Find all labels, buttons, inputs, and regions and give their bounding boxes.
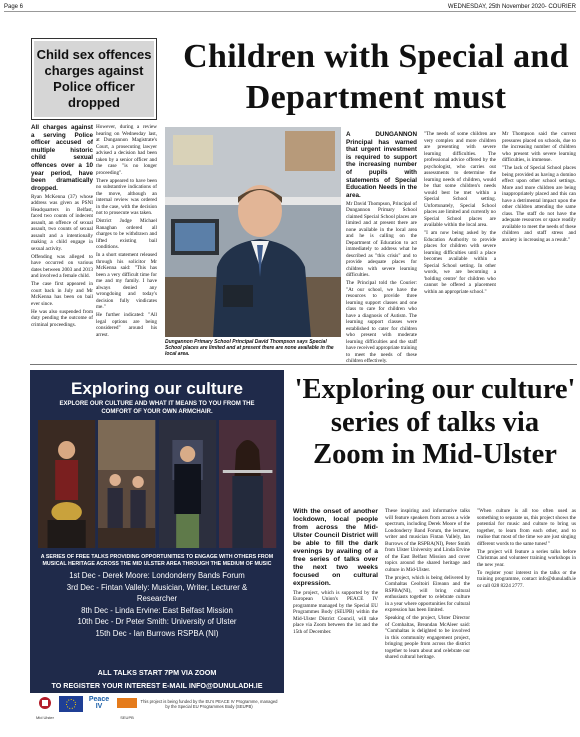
band-illustration: [98, 420, 155, 548]
culture-poster: [30, 370, 284, 722]
story2-paragraph: "The needs of some children are very complex and more children are presenting with severe learning difficulties. The professional advice offered by the psychologist, who carries out assessments to determine the learning needs of children, would be that some children's needs would best be met within a Special School setting. Unfortunately, Special School places are limited and currently no Special School places are available within the local area.: [424, 131, 496, 228]
story3-paragraph: "When culture is all too often used as something to separate us, this project shows the potential for music and culture to bring us together, to learn from each other, and to realise that most of the time we are just singing different words to the same tunes!": [477, 508, 576, 547]
story3-column-3: [477, 508, 576, 730]
poster-title: Exploring our culture: [71, 379, 243, 398]
principal-photo: [165, 127, 341, 337]
poster-funding-note: This project is being funded by the EU's PEACE IV Programme, managed by the Special EU Programmes Body (SEUPB): [140, 699, 278, 710]
story1-headline: Child sex offences charges against Police officer dropped: [34, 41, 154, 117]
story1-paragraph: Ryan McKenna (37) whose address was given as PSNI Headquarters in Belfast, faced two counts of indecent assault, an offence of sexual assault, two counts of sexual assault and a intentionally making a child engage in sexual activity.: [31, 193, 93, 252]
principal-photo-illustration: [165, 127, 341, 337]
poster-event: 15th Dec - Ian Burrows RSPBA (NI): [95, 628, 219, 638]
story3-column-2: [385, 508, 470, 730]
story3-headline: 'Exploring our culture' series of talks via Zoom in Mid-Ulster: [294, 374, 576, 470]
page-number: Page 6: [4, 3, 24, 10]
drummer-illustration: [38, 420, 95, 548]
poster-event: 3rd Dec - Fintan Vallely: Musician, Writer, Lecturer &: [66, 582, 248, 592]
story3-column-1: [293, 508, 378, 730]
poster-event: 1st Dec - Derek Moore: Londonderry Bands Forum: [69, 571, 245, 580]
story3-lead: With the onset of another lockdown, local people from across the Mid-Ulster Council District will be able to fill the dark evenings by availing of a free series of talks over the next two weeks focused on cultural expression.: [293, 508, 378, 587]
story2-lead: A DUNGANNON Principal has warned that urgent investment is required to support the increasing number of pupils with statements of Special Education Needs in the area.: [346, 131, 417, 199]
poster-event: 10th Dec - Dr Peter Smith: University of Ulster: [77, 617, 237, 627]
council-crest-icon: [34, 696, 56, 710]
story3-paragraph: To register your interest in the talks or the training programme, contact info@dunuladh.ie or call 028 8224 2777.: [477, 569, 576, 589]
story2-paragraph: "I am now being asked by the Education Authority to provide places for children with severe learning difficulties until a place becomes available within a Special School setting. In other words, we are becoming a 'holding centre' for children who cannot be offered a placement within an appropriate school.": [424, 230, 496, 295]
peace-label: Peace IV: [88, 696, 110, 710]
poster-register: TO REGISTER YOUR INTEREST E-MAIL INFO@DUNULADH.IE: [51, 681, 263, 690]
poster-event: Researcher: [136, 594, 178, 604]
logo-label: Mid Ulster: [35, 715, 54, 720]
story1-paragraph: There appeared to have been no substantive indications of the move, although an internal review was ordered in the case, with the decision not to prosecute was taken.: [96, 177, 157, 216]
page-header: [4, 2, 576, 12]
story2-column-3: [502, 131, 576, 359]
council-logo-icon: [34, 696, 56, 720]
story1-paragraph: He was also suspended from duty pending the outcome of criminal proceedings.: [31, 308, 93, 328]
story3-paragraph: The project, which is supported by the European Union's PEACE IV programme managed by the Special EU Programmes Body (SEUPB) within the Mid-Ulster District Council, will take place via Zoom between the 1st and the 15th of December.: [293, 589, 378, 635]
story2-paragraph: "The lack of Special School places being provided as having a domino effect upon other school settings. More and more children are being inappropriately placed and this can have a detrimental impact upon the other children attending the same class. The staff do not have the adequate resources or space readily available to meet the needs of these children and staff stress and anxiety is increasing as a result.": [502, 165, 576, 243]
story3-paragraph: These inspiring and informative talks will feature speakers from across a wide spectrum, including Derek Moore of the Londonderry Band Forum, the lecturer, writer and musician Fintan Vallely, Ian Burrows of the RSPBA(NI), Peter Smith from Ulster University and Linda Ervine of the East Belfast Mission and cover topics around the shared heritage and culture in Mid-Ulster.: [385, 508, 470, 573]
poster-all-talks: ALL TALKS START 7PM VIA ZOOM: [97, 668, 217, 677]
story2-headline: Children with Special and Department must: [183, 38, 569, 116]
principal-photo-caption: Dungannon Primary School Principal David Thompson says Special School places are limited and at present there are none available in the local area.: [165, 339, 334, 358]
story3-paragraph: Speaking of the project, Ulster Director of Comhaltas, Breandan McAleer said: "Comhaltas is delighted to be involved in this community engagement project, bringing people from across the district together to learn about and celebrate our shared cultural heritage.: [385, 615, 470, 660]
poster-event: 8th Dec - Linda Ervine: East Belfast Mission: [81, 605, 233, 615]
poster-blurb: A SERIES OF FREE TALKS PROVIDING OPPORTUNITIES TO ENGAGE WITH OTHERS FROM MUSICAL HERITAGE ACROSS THE MID ULSTER AREA THROUGH THE MEDIUM OF MUSIC: [40, 554, 274, 567]
seupb-logo-icon: [115, 696, 139, 720]
flautist-illustration: [219, 420, 276, 548]
eu-flag-icon: [59, 696, 83, 720]
story1-headline-box: [31, 38, 157, 120]
story3-paragraph: The project will feature a series talks before Christmas and volunteer training workshops in the new year.: [477, 548, 576, 568]
poster-logos: [34, 696, 139, 720]
piper-illustration: [159, 420, 216, 548]
story2-paragraph: Mr David Thompson, Principal of Dungannon Primary School claimed Special School places are limited and at present there are none available in the local area and he is calling on the Department of Education to act immediately to address what he described as "this crisis" and to provide adequate places for children with severe learning difficulties.: [346, 200, 417, 279]
story1-paragraph: Offending was alleged to have occurred on various dates between 2003 and 2013 and involved a female child.: [31, 253, 93, 280]
story2-paragraph: The Principal told the Courier: "At our school, we have the resources to provide three learning support classes and one class to care for children who have a diagnosis of Autism. The learning support classes were established to cater for children who present with moderate learning difficulties and the staff have received appropriate training to meet the needs of these children effectively.: [346, 280, 418, 365]
poster-photo-flautist: [219, 420, 276, 548]
poster-photo-piper: [159, 420, 216, 548]
poster-photo-drummer: [38, 420, 95, 548]
section-divider: [30, 364, 577, 365]
story1-paragraph: The case first appeared in court back in July and Mr McKenna has been on bail ever since.: [31, 281, 93, 307]
story2-paragraph: Mr Thompson said the current pressures placed on schools, due to the increasing number of children who present with severe learning difficulties, is immense.: [502, 131, 576, 163]
story1-column-1: [31, 124, 93, 359]
seupb-mark-icon: [115, 696, 139, 710]
story2-column-1: [346, 131, 418, 365]
seupb-label: SEUPB: [120, 715, 134, 720]
story3-paragraph: The project, which is being delivered by Comhaltas Ceoltoiri Eireann and the RSPBA(NI), will bring cultural enthusiasts together to celebrate culture in a year where opportunities for cultural expression has been limited.: [385, 574, 470, 613]
eu-flag-graphic-icon: [59, 696, 83, 712]
poster-event-list: [30, 570, 284, 640]
story1-paragraph: He further indicated: "All legal options are being considered" around his arrest.: [96, 312, 157, 338]
poster-photo-band: [98, 420, 155, 548]
story1-paragraph: However, during a review hearing on Wednesday last, at Dungannon Magistrate's Court, a prosecuting lawyer advised a decision had been taken by a senior officer and the case "is no longer proceeding".: [96, 124, 157, 176]
poster-subtitle: EXPLORE OUR CULTURE AND WHAT IT MEANS TO YOU FROM THE COMFORT OF YOUR OWN ARMCHAIR.: [59, 401, 255, 415]
peace-logo-icon: [86, 696, 112, 720]
date-line: WEDNESDAY, 25th November 2020- COURIER: [447, 3, 576, 10]
poster-footer: [30, 693, 284, 722]
story1-paragraph: In a short statement released through his solicitor Mr McKenna said: "This has been a very difficult time for me and my family. I have always denied any wrongdoing and today's decision fully vindicates me.": [96, 252, 157, 310]
story1-column-2: [96, 124, 157, 359]
story1-lead: All charges against a serving Police officer accused of multiple historic child sexual offences over a 10 year period, have been dramatically dropped.: [31, 124, 93, 192]
story1-paragraph: District Judge Michael Ranaghan ordered all charges to be withdrawn and lifted existing bail conditions.: [96, 218, 157, 250]
story2-column-2: [424, 131, 496, 359]
poster-photo-strip: [38, 420, 276, 548]
